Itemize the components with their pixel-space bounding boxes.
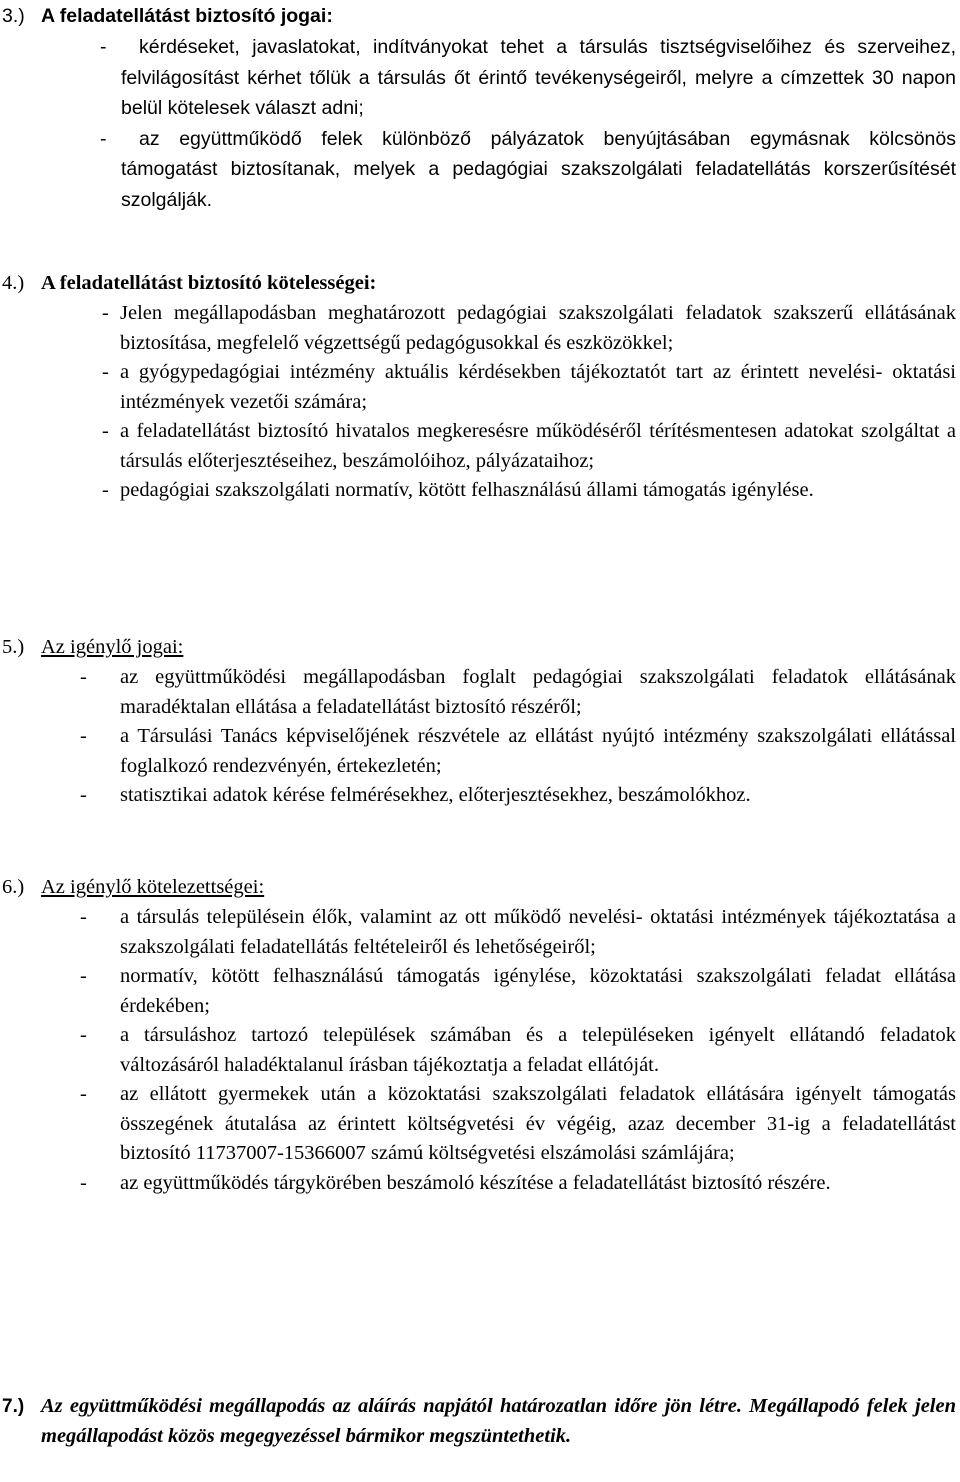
list-item-text: pedagógiai szakszolgálati normatív, kötött felhasználású állami támogatás igénylése.	[120, 479, 814, 501]
dash-bullet: -	[80, 1171, 87, 1194]
section-number: 6.)	[2, 876, 25, 898]
section-7-text: Az együttműködési megállapodás az aláírás napjától határozatlan időre jön létre. Megállapodó felek jelen megállapodást közös megegyezéssel bármikor megszüntethetik.	[41, 1395, 956, 1447]
list-item-text: az együttműködő felek különböző pályázatok benyújtásában egymásnak kölcsönös támogatást biztosítanak, melyek a pedagógiai szakszolgálati feladatellátás korszerűsítését szolgálják.	[121, 127, 956, 211]
section-title: Az igénylő jogai:	[41, 636, 184, 658]
dash-bullet: -	[80, 906, 87, 928]
dash-bullet: -	[102, 420, 109, 442]
list-item-text: Jelen megállapodásban meghatározott pedagógiai szakszolgálati feladatok szakszerű ellátásának biztosítása, megfelelő végzettségű pedagógusokkal és eszközökkel;	[120, 302, 956, 354]
dash-bullet: -	[80, 725, 87, 747]
list-item	[0, 358, 956, 417]
section-title: A feladatellátást biztosító jogai:	[41, 5, 333, 27]
dash-bullet: -	[100, 36, 107, 58]
list-item	[0, 1080, 956, 1169]
section-7-body	[0, 1392, 956, 1451]
list-item-text: a Társulási Tanács képviselőjének részvétele az ellátást nyújtó intézmény szakszolgálati ellátással foglalkozó rendezvényén, értekezletén;	[120, 725, 956, 777]
dash-bullet: -	[80, 784, 87, 806]
list-item-text: statisztikai adatok kérése felmérésekhez, előterjesztésekhez, beszámolókhoz.	[120, 784, 751, 806]
list-item	[0, 781, 956, 811]
list-item-text: az ellátott gyermekek után a közoktatási szakszolgálati feladatok ellátására igényelt támogatás összegének átutalása az érintett költségvetési év végéig, azaz december 31-ig a feladatellátást biztosító 11737007-15366007 számú költségvetési elszámolási számlájára;	[120, 1083, 956, 1164]
list-item-text: az együttműködés tárgykörében beszámoló készítése a feladatellátást biztosító részére.	[120, 1171, 831, 1194]
dash-bullet: -	[102, 302, 109, 324]
list-item	[0, 417, 956, 476]
list-item	[0, 1169, 956, 1199]
section-3	[0, 2, 956, 215]
section-title: Az igénylő kötelezettségei:	[41, 876, 265, 898]
list-item	[0, 124, 956, 216]
list-item	[0, 32, 956, 124]
list-item	[0, 962, 956, 1021]
section-number: 3.)	[2, 5, 25, 27]
list-item	[0, 663, 956, 722]
list-item	[0, 903, 956, 962]
list-item	[0, 476, 956, 506]
dash-bullet: -	[80, 1083, 87, 1105]
list-item-text: az együttműködési megállapodásban foglalt pedagógiai szakszolgálati feladatok ellátásának maradéktalan ellátása a feladatellátást biztosító részéről;	[120, 666, 956, 718]
section-5-heading	[0, 633, 956, 663]
list-item	[0, 299, 956, 358]
section-7	[0, 1392, 956, 1451]
section-6-heading	[0, 873, 956, 903]
section-title: A feladatellátást biztosító kötelességei:	[41, 272, 377, 294]
section-5	[0, 633, 956, 811]
section-4-heading	[0, 269, 956, 299]
section-number: 5.)	[2, 636, 25, 658]
list-item	[0, 722, 956, 781]
section-number: 7.)	[2, 1396, 25, 1417]
dash-bullet: -	[102, 479, 109, 501]
list-item	[0, 1021, 956, 1080]
list-item-text: a társuláshoz tartozó települések számában és a településeken igényelt ellátandó feladatok változásáról haladéktalanul írásban tájékoztatja a feladat ellátóját.	[120, 1024, 956, 1076]
section-6	[0, 873, 956, 1198]
list-item-text: a gyógypedagógiai intézmény aktuális kérdésekben tájékoztatót tart az érintett nevelési- oktatási intézmények vezetői számára;	[120, 361, 956, 413]
dash-bullet: -	[80, 1024, 87, 1046]
dash-bullet: -	[80, 666, 87, 688]
dash-bullet: -	[102, 361, 109, 383]
section-3-heading	[0, 2, 956, 32]
section-number: 4.)	[2, 272, 25, 294]
list-item-text: kérdéseket, javaslatokat, indítványokat tehet a társulás tisztségviselőihez és szerveihez, felvilágosítást kérhet tőlük a társulás őt érintő tevékenységeiről, melyre a címzettek 30 napon belül kötelesek választ adni;	[121, 36, 956, 119]
list-item-text: a feladatellátást biztosító hivatalos megkeresésre működéséről térítésmentesen adatokat szolgáltat a társulás előterjesztéseihez, beszámolóihoz, pályázataihoz;	[120, 420, 956, 472]
list-item-text: a társulás településein élők, valamint az ott működő nevelési- oktatási intézmények tájékoztatása a szakszolgálati feladatellátás feltételeiről és lehetőségeiről;	[120, 906, 956, 958]
section-4	[0, 269, 956, 506]
list-item-text: normatív, kötött felhasználású támogatás igénylése, közoktatási szakszolgálati feladat ellátása érdekében;	[120, 965, 956, 1017]
dash-bullet: -	[80, 965, 87, 987]
dash-bullet: -	[100, 127, 107, 150]
